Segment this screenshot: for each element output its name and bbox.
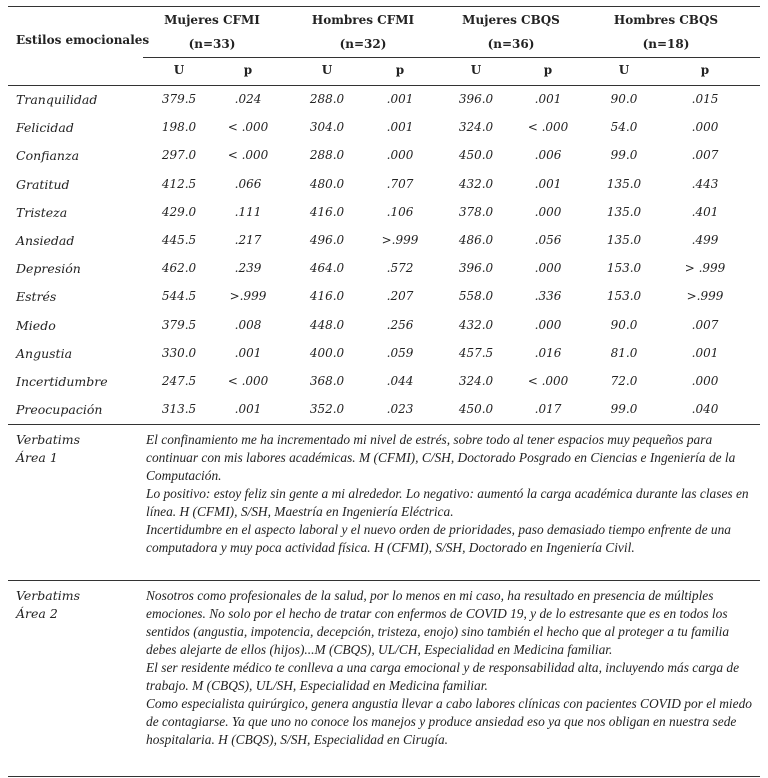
top-rule: [8, 6, 760, 7]
table-cell: 99.0: [610, 148, 638, 163]
column-header: U: [321, 63, 333, 77]
table-cell: .066: [234, 176, 262, 191]
table-cell: 330.0: [161, 345, 197, 360]
table-cell: 297.0: [161, 148, 197, 163]
table-cell: 457.5: [458, 345, 494, 360]
table-cell: 72.0: [610, 374, 638, 388]
column-header: p: [700, 63, 710, 77]
table-cell: < .000: [227, 374, 269, 388]
column-header: p: [243, 63, 253, 77]
table-cell: .006: [534, 148, 562, 163]
table-cell: 416.0: [309, 289, 345, 304]
table-cell: .401: [691, 204, 719, 219]
verbatims-quotes: [146, 431, 752, 557]
table-cell: 379.5: [161, 317, 197, 332]
table-cell: .336: [534, 289, 562, 304]
group-header: Mujeres CBQS: [462, 13, 560, 27]
table-cell: .056: [534, 233, 562, 247]
table-cell: .015: [691, 92, 719, 106]
area-label: Área 1: [16, 450, 58, 465]
group-n: (n=33): [188, 37, 236, 51]
row-label: Felicidad: [16, 120, 74, 136]
table-cell: >.999: [381, 233, 419, 247]
table-cell: 558.0: [458, 289, 494, 304]
group-n: (n=36): [487, 37, 535, 51]
table-cell: < .000: [227, 148, 269, 163]
table-cell: .443: [691, 176, 719, 191]
quote: Incertidumbre en el aspecto laboral y el nuevo orden de prioridades, paso demasiado tiempo enfrente de una computadora y muy poca actividad física. H (CFMI), S/SH, Doctorado en Ingeniería Civil.: [146, 522, 731, 555]
table-cell: 313.5: [161, 402, 197, 417]
table-cell: .000: [534, 261, 562, 276]
table-cell: .000: [386, 148, 414, 163]
table-cell: >.999: [229, 289, 267, 304]
column-header: p: [395, 63, 405, 77]
row-label: Tranquilidad: [16, 92, 98, 107]
table-cell: .017: [534, 402, 562, 417]
row-label: Tristeza: [16, 204, 68, 220]
verbatims-title: Verbatims: [16, 432, 80, 447]
group-n: (n=32): [339, 37, 387, 51]
column-header: p: [543, 63, 553, 77]
table-cell: .044: [386, 374, 414, 388]
table-cell: .707: [386, 176, 414, 191]
table-cell: .001: [386, 92, 414, 106]
table-cell: 486.0: [458, 233, 494, 247]
table-cell: 247.5: [161, 374, 197, 388]
table-bottom-rule: [8, 424, 760, 425]
table-cell: .023: [386, 402, 414, 417]
row-label: Depresión: [16, 261, 81, 277]
column-header: U: [618, 63, 630, 77]
table-cell: 135.0: [606, 204, 642, 219]
table-cell: 432.0: [458, 176, 494, 191]
table-cell: 480.0: [309, 176, 345, 191]
table-cell: 379.5: [161, 92, 197, 106]
table-cell: 368.0: [309, 374, 345, 388]
table-cell: 324.0: [458, 120, 494, 135]
table-cell: 445.5: [161, 233, 197, 247]
row-label: Estrés: [16, 289, 57, 305]
table-cell: 450.0: [458, 402, 494, 417]
table-cell: 462.0: [161, 261, 197, 276]
group-header: Mujeres CFMI: [164, 13, 260, 27]
table-cell: .572: [386, 261, 414, 276]
table-cell: .256: [386, 317, 414, 332]
table-cell: >.999: [686, 289, 724, 304]
table-cell: 400.0: [309, 345, 345, 360]
table-cell: 496.0: [309, 233, 345, 247]
table-cell: 378.0: [458, 204, 494, 219]
row-label: Ansiedad: [16, 233, 75, 248]
table-cell: .207: [386, 289, 414, 304]
row-label: Miedo: [16, 317, 56, 333]
table-cell: .111: [234, 204, 262, 219]
table-cell: .000: [691, 374, 719, 388]
table-cell: 90.0: [610, 317, 638, 332]
table-cell: < .000: [527, 374, 569, 388]
table-cell: .016: [534, 345, 562, 360]
table-cell: 288.0: [309, 148, 345, 163]
table-cell: .001: [234, 402, 262, 417]
quote: Lo positivo: estoy feliz sin gente a mi alrededor. Lo negativo: aumentó la carga académica durante las clases en línea. H (CFMI), S/SH, Maestría en Ingeniería Eléctrica.: [146, 486, 749, 519]
quote: Como especialista quirúrgico, genera angustia llevar a cabo labores clínicas con pacientes COVID por el miedo de contagiarse. Ya que uno no conoce los manejos y produce ansiedad eso ya que nos obligan en nuestra sede hospitalaria. H (CBQS), S/SH, Especialidad en Cirugía.: [146, 696, 752, 747]
table-cell: 352.0: [309, 402, 345, 417]
table-cell: 396.0: [458, 92, 494, 106]
table-cell: 198.0: [161, 120, 197, 135]
table-cell: < .000: [527, 120, 569, 135]
table-cell: > .999: [684, 261, 726, 276]
table-cell: .059: [386, 345, 414, 360]
table-cell: .000: [534, 204, 562, 219]
table-cell: 544.5: [161, 289, 197, 304]
table-cell: .007: [691, 148, 719, 163]
table-cell: 153.0: [606, 289, 642, 304]
row-label: Incertidumbre: [16, 374, 108, 389]
verbatims-label: [16, 431, 80, 467]
quote: Nosotros como profesionales de la salud, por lo menos en mi caso, ha resultado en presencia de múltiples emociones. No solo por el hecho de tratar con enfermos de COVID 19, y de lo estresante que es en todos los sentidos (angustia, impotencia, decepción, tristeza, enojo) sino también el hecho que al proteger a tu familia debes alejarte de ellos (hijos)...M (CBQS), UL/CH, Especialidad en Medicina familiar.: [146, 588, 730, 657]
table-cell: 135.0: [606, 233, 642, 247]
table-cell: .024: [234, 92, 262, 106]
column-header: U: [470, 63, 482, 77]
table-cell: .106: [386, 204, 414, 219]
table-cell: .239: [234, 261, 262, 276]
group-header: Hombres CBQS: [613, 13, 719, 27]
table-cell: 90.0: [610, 92, 638, 106]
table-cell: 54.0: [610, 120, 638, 135]
table-cell: .000: [534, 317, 562, 332]
table-cell: 153.0: [606, 261, 642, 276]
table-cell: .000: [691, 120, 719, 135]
row-label: Angustia: [16, 345, 73, 361]
row-label: Confianza: [16, 148, 80, 164]
column-header: U: [173, 63, 185, 77]
verbatims-title: Verbatims: [16, 588, 80, 603]
table-cell: 304.0: [309, 120, 345, 135]
table-cell: 396.0: [458, 261, 494, 276]
verbatims-label: [16, 587, 80, 623]
group-rule: [143, 57, 760, 58]
table-cell: 81.0: [610, 345, 638, 360]
table-cell: .001: [534, 92, 562, 106]
quote: El confinamiento me ha incrementado mi nivel de estrés, sobre todo al tener espacios muy pequeños para continuar con mis labores académicas. M (CFMI), C/SH, Doctorado Posgrado en Ciencias e Ingeniería de la Computación.: [146, 432, 736, 483]
table-cell: 288.0: [309, 92, 345, 106]
table-cell: 464.0: [309, 261, 345, 276]
area-label: Área 2: [16, 606, 58, 621]
table-cell: .008: [234, 317, 262, 332]
table-cell: 99.0: [610, 402, 638, 417]
table-cell: .040: [691, 402, 719, 417]
table-cell: .001: [691, 345, 719, 360]
row-label: Gratitud: [16, 176, 70, 192]
quote: El ser residente médico te conlleva a una carga emocional y de responsabilidad alta, incluyendo más carga de trabajo. M (CBQS), UL/SH, Especialidad en Medicina familiar.: [146, 660, 740, 693]
table-cell: 448.0: [309, 317, 345, 332]
section-rule: [8, 580, 760, 581]
subheader-rule: [8, 85, 760, 86]
table-cell: .001: [534, 176, 562, 191]
verbatims-quotes: [146, 587, 752, 749]
table-cell: 432.0: [458, 317, 494, 332]
group-header: Hombres CFMI: [311, 13, 415, 27]
table-cell: .499: [691, 233, 719, 247]
row-header: Estilos emocionales: [16, 33, 150, 47]
table-cell: .001: [386, 120, 414, 135]
table-cell: < .000: [227, 120, 269, 135]
row-label: Preocupación: [16, 402, 103, 418]
table-cell: 324.0: [458, 374, 494, 388]
table-cell: .007: [691, 317, 719, 332]
table-cell: 412.5: [161, 176, 197, 191]
bottom-rule: [8, 776, 760, 777]
group-n: (n=18): [642, 37, 690, 51]
table-cell: 450.0: [458, 148, 494, 163]
table-cell: .001: [234, 345, 262, 360]
table-cell: 416.0: [309, 204, 345, 219]
table-cell: 135.0: [606, 176, 642, 191]
table-cell: .217: [234, 233, 262, 247]
table-cell: 429.0: [161, 204, 197, 219]
